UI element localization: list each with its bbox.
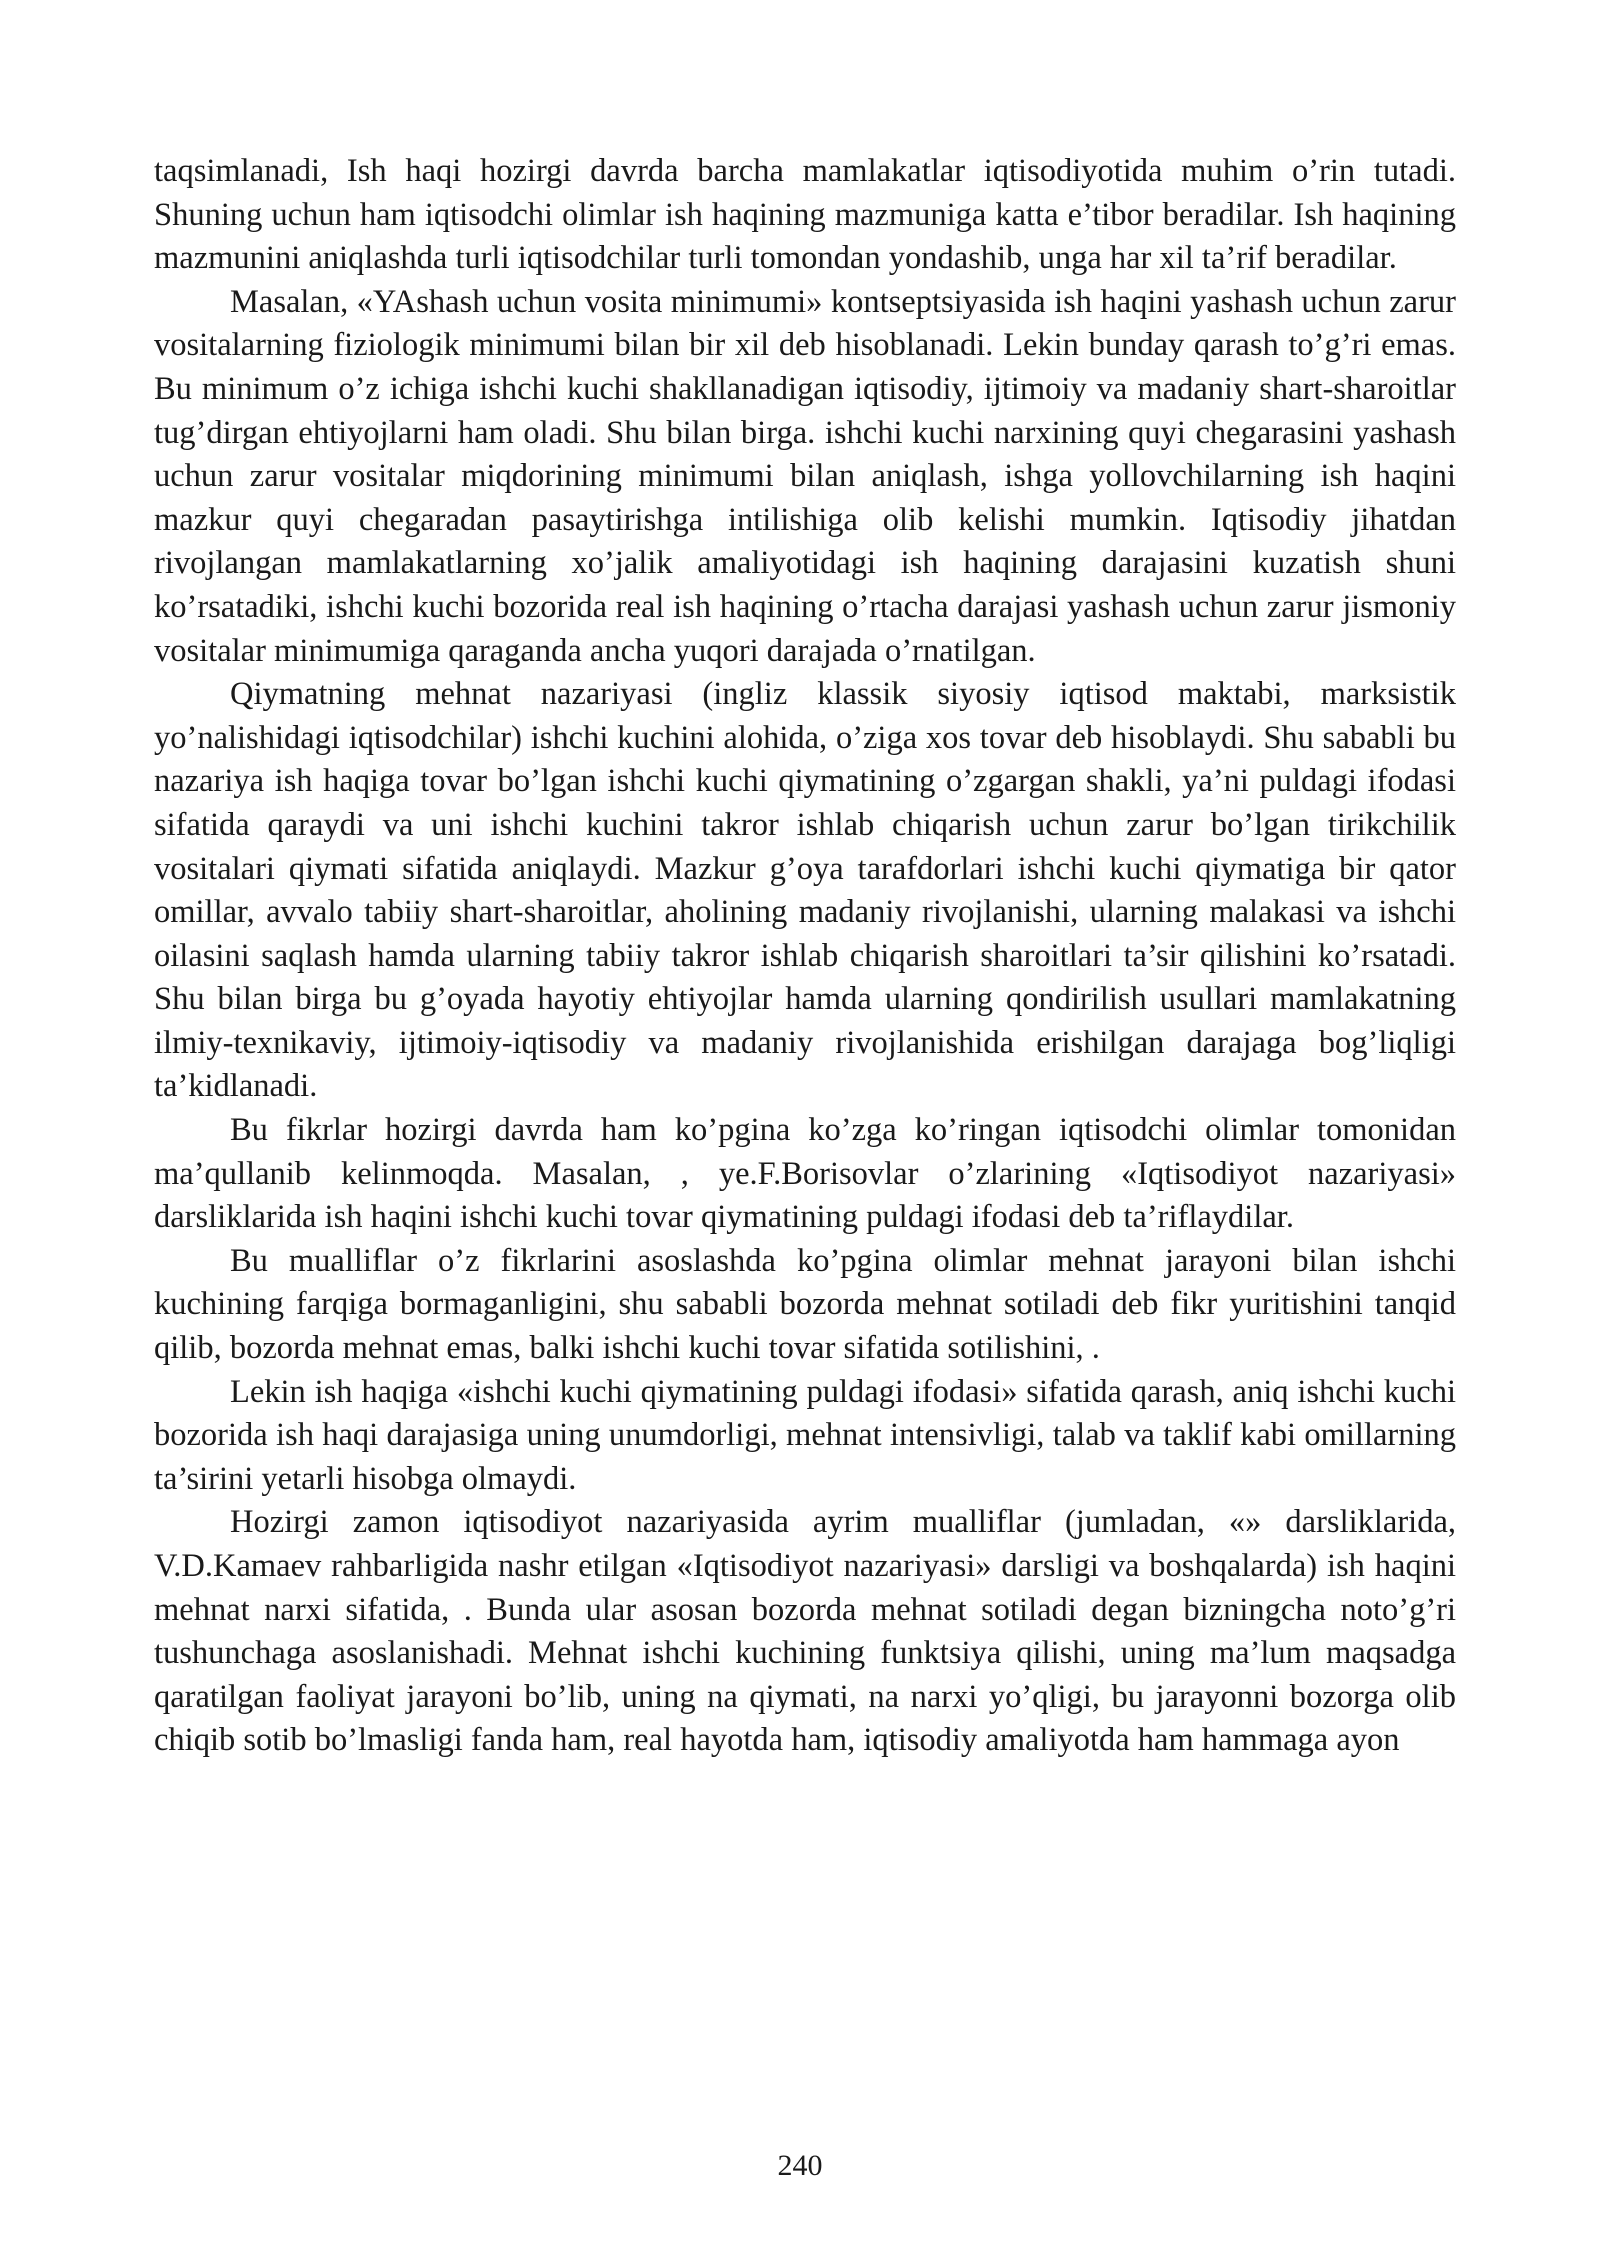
page-body [154, 150, 1456, 1763]
paragraph-7: Hozirgi zamon iqtisodiyot nazariyasida ayrim mualliflar (jumladan, «» darsliklarida, V.D.Kamaev rahbarligida nashr etilgan «Iqtisodiyot nazariyasi» darsligi va boshqalarda) ish haqini mehnat narxi sifatida, . Bunda ular asosan bozorda mehnat sotiladi degan bizningcha noto’g’ri tushunchaga asoslanishadi. Mehnat ishchi kuchining funktsiya qilishi, uning ma’lum maqsadga qaratilgan faoliyat jarayoni bo’lib, uning na qiymati, na narxi yo’qligi, bu jarayonni bozorga olib chiqib sotib bo’lmasligi fanda ham, real hayotda ham, iqtisodiy amaliyotda ham hammaga ayon [154, 1504, 1456, 1759]
paragraph-4: Bu fikrlar hozirgi davrda ham ko’pgina ko’zga ko’ringan iqtisodchi olimlar tomonidan ma’qullanib kelinmoqda. Masalan, , ye.F.Borisovlar o’zlarining «Iqtisodiyot nazariyasi» darsliklarida ish haqini ishchi kuchi tovar qiymatining puldagi ifodasi deb ta’riflaydilar. [154, 1112, 1456, 1236]
paragraph-6: Lekin ish haqiga «ishchi kuchi qiymatining puldagi ifodasi» sifatida qarash, aniq ishchi kuchi bozorida ish haqi darajasiga uning unumdorligi, mehnat intensivligi, talab va taklif kabi omillarning ta’sirini yetarli hisobga olmaydi. [154, 1373, 1456, 1497]
paragraph-2: Masalan, «YAshash uchun vosita minimumi» kontseptsiyasida ish haqini yashash uchun zarur vositalarning fiziologik minimumi bilan bir xil deb hisoblanadi. Lekin bunday qarash to’g’ri emas. Bu minimum o’z ichiga ishchi kuchi shakllanadigan iqtisodiy, ijtimoiy va madaniy shart-sharoitlar tug’dirgan ehtiyojlarni ham oladi. Shu bilan birga. ishchi kuchi narxining quyi chegarasini yashash uchun zarur vositalar miqdorining minimumi bilan aniqlash, ishga yollovchilarning ish haqini mazkur quyi chegaradan pasaytirishga intilishiga olib kelishi mumkin. Iqtisodiy jihatdan rivojlangan mamlakatlarning xo’jalik amaliyotidagi ish haqining darajasini kuzatish shuni ko’rsatadiki, ishchi kuchi bozorida real ish haqining o’rtacha darajasi yashash uchun zarur jismoniy vositalar minimumiga qaraganda ancha yuqori darajada o’rnatilgan. [154, 283, 1456, 669]
paragraph-1: taqsimlanadi, Ish haqi hozirgi davrda barcha mamlakatlar iqtisodiyotida muhim o’rin tutadi. Shuning uchun ham iqtisodchi olimlar ish haqining mazmuniga katta e’tibor beradilar. Ish haqining mazmunini aniqlashda turli iqtisodchilar turli tomondan yondashib, unga har xil ta’rif beradilar. [154, 153, 1456, 277]
paragraph-3: Qiymatning mehnat nazariyasi (ingliz klassik siyosiy iqtisod maktabi, marksistik yo’nalishidagi iqtisodchilar) ishchi kuchini alohida, o’ziga xos tovar deb hisoblaydi. Shu sababli bu nazariya ish haqiga tovar bo’lgan ishchi kuchi qiymatining o’zgargan shakli, ya’ni puldagi ifodasi sifatida qaraydi va uni ishchi kuchini takror ishlab chiqarish uchun zarur bo’lgan tirikchilik vositalari qiymati sifatida aniqlaydi. Mazkur g’oya tarafdorlari ishchi kuchi qiymatiga bir qator omillar, avvalo tabiiy shart-sharoitlar, aholining madaniy rivojlanishi, ularning malakasi va ishchi oilasini saqlash hamda ularning tabiiy takror ishlab chiqarish sharoitlari ta’sir qilishini ko’rsatadi. Shu bilan birga bu g’oyada hayotiy ehtiyojlar hamda ularning qondirilish usullari mamlakatning ilmiy-texnikaviy, ijtimoiy-iqtisodiy va madaniy rivojlanishida erishilgan darajaga bog’liqligi ta’kidlanadi. [154, 676, 1456, 1105]
paragraph-5: Bu mualliflar o’z fikrlarini asoslashda ko’pgina olimlar mehnat jarayoni bilan ishchi kuchining farqiga bormaganligini, shu sababli bozorda mehnat sotiladi deb fikr yuritishini tanqid qilib, bozorda mehnat emas, balki ishchi kuchi tovar sifatida sotilishini, . [154, 1242, 1456, 1367]
page-number: 240 [777, 2149, 823, 2182]
